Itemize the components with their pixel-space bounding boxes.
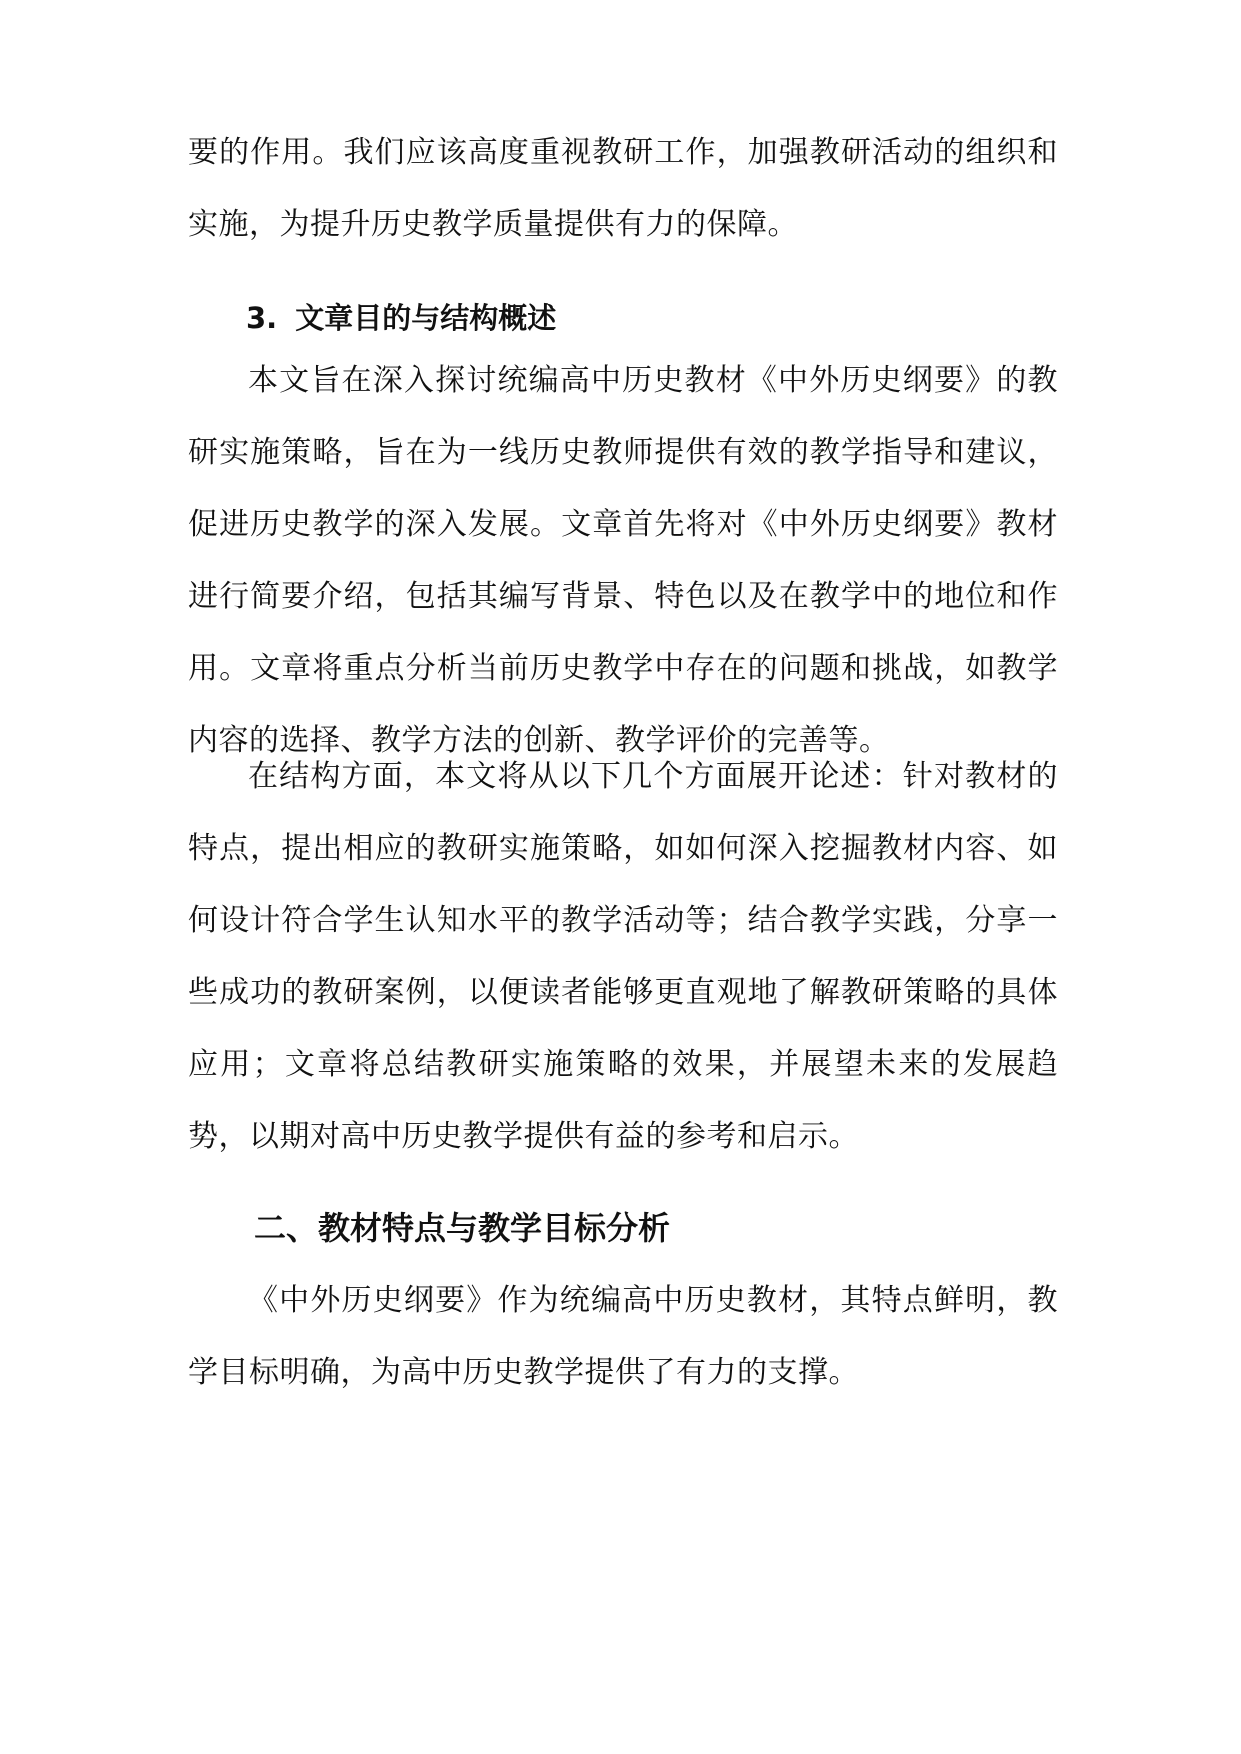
paragraph-continued: 要的作用。我们应该高度重视教研工作，加强教研活动的组织和实施，为提升历史教学质量提供有力的保障。: [188, 135, 1058, 242]
section-number: 3.: [246, 301, 278, 335]
chapter-heading-2: 二、教材特点与教学目标分析: [254, 1209, 671, 1247]
paragraph-structure: 在结构方面，本文将从以下几个方面展开论述：针对教材的特点，提出相应的教研实施策略，如如何深入挖掘教材内容、如何设计符合学生认知水平的教学活动等；结合教学实践，分享一些成功的教研案例，以便读者能够更直观地了解教研策略的具体应用；文章将总结教研实施策略的效果，并展望未来的发展趋势，以期对高中历史教学提供有益的参考和启示。: [188, 759, 1058, 1154]
section-title: 文章目的与结构概述: [295, 301, 557, 335]
paragraph-textbook: 《中外历史纲要》作为统编高中历史教材，其特点鲜明，教学目标明确，为高中历史教学提供了有力的支撑。: [188, 1283, 1058, 1390]
section-heading-3: [246, 298, 556, 338]
paragraph-purpose: 本文旨在深入探讨统编高中历史教材《中外历史纲要》的教研实施策略，旨在为一线历史教师提供有效的教学指导和建议，促进历史教学的深入发展。文章首先将对《中外历史纲要》教材进行简要介绍，包括其编写背景、特色以及在教学中的地位和作用。文章将重点分析当前历史教学中存在的问题和挑战，如教学内容的选择、教学方法的创新、教学评价的完善等。: [188, 363, 1058, 758]
